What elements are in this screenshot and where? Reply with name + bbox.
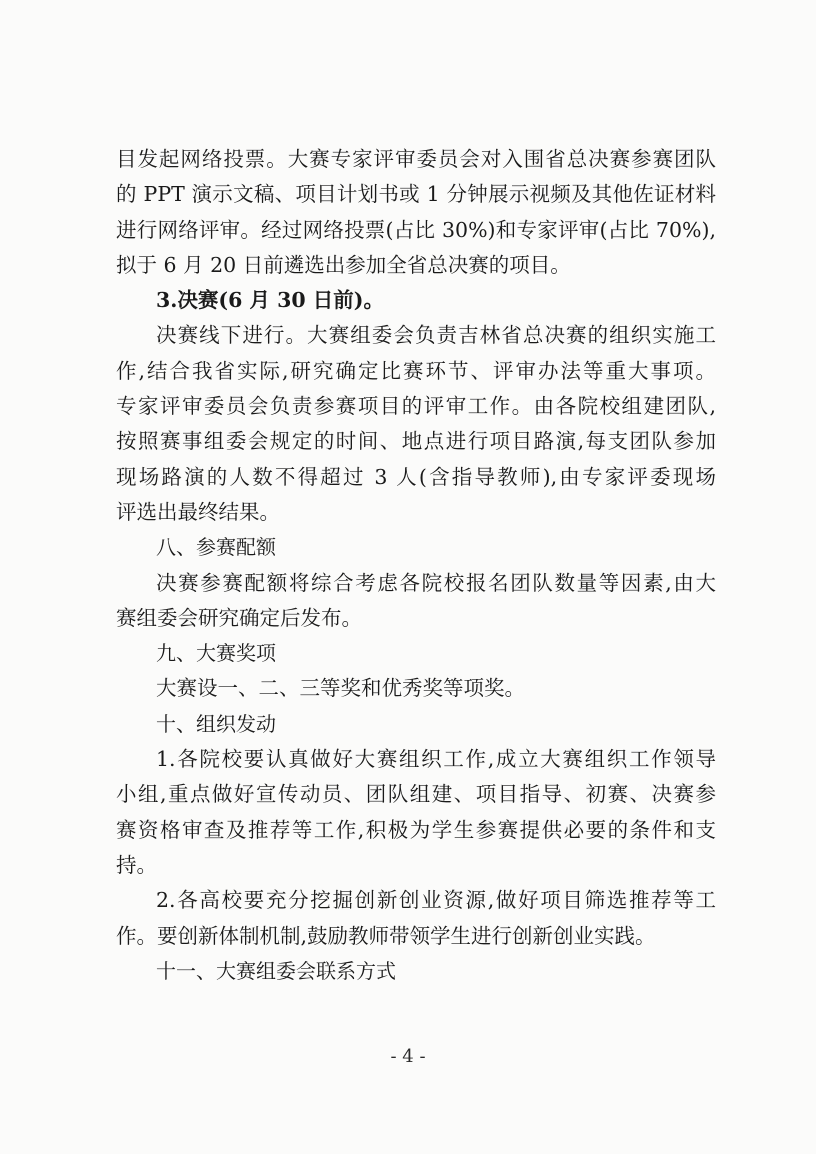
body-line: 1.各院校要认真做好大赛组织工作,成立大赛组织工作领导: [156, 747, 716, 772]
body-line: 进行网络评审。经过网络投票(占比 30%)和专家评审(占比 70%),: [116, 217, 716, 242]
body-line: 专家评审委员会负责参赛项目的评审工作。由各院校组建团队,: [116, 394, 716, 419]
body-line: 2.各高校要充分挖掘创新创业资源,做好项目筛选推荐等工: [156, 888, 716, 913]
body-line: 决赛参赛配额将综合考虑各院校报名团队数量等因素,由大: [156, 570, 716, 595]
section-heading-organization: 十、组织发动: [156, 711, 276, 736]
page-number: - 4 -: [390, 1046, 426, 1067]
body-line: 持。: [116, 852, 157, 877]
body-line: 的 PPT 演示文稿、项目计划书或 1 分钟展示视频及其他佐证材料: [116, 182, 716, 207]
body-line: 大赛设一、二、三等奖和优秀奖等项奖。: [156, 676, 525, 701]
subheading-final-round: 3.决赛(6 月 30 日前)。: [156, 288, 385, 313]
body-line: 按照赛事组委会规定的时间、地点进行项目路演,每支团队参加: [116, 429, 716, 454]
body-line: 目发起网络投票。大赛专家评审委员会对入围省总决赛参赛团队: [116, 147, 716, 171]
body-line: 作,结合我省实际,研究确定比赛环节、评审办法等重大事项。: [116, 358, 716, 383]
body-line: 赛组委会研究确定后发布。: [116, 605, 362, 630]
body-line: 作。要创新体制机制,鼓励教师带领学生进行创新创业实践。: [116, 923, 656, 948]
body-line: 小组,重点做好宣传动员、团队组建、项目指导、初赛、决赛参: [116, 782, 716, 807]
section-heading-awards: 九、大赛奖项: [156, 641, 276, 666]
section-heading-quota: 八、参赛配额: [156, 535, 276, 560]
document-body: [116, 142, 716, 989]
section-heading-contact: 十一、大赛组委会联系方式: [156, 958, 396, 983]
body-line: 拟于 6 月 20 日前遴选出参加全省总决赛的项目。: [116, 252, 571, 277]
body-line: 赛资格审查及推荐等工作,积极为学生参赛提供必要的条件和支: [116, 817, 716, 842]
body-line: 现场路演的人数不得超过 3 人(含指导教师),由专家评委现场: [116, 464, 716, 489]
body-line: 决赛线下进行。大赛组委会负责吉林省总决赛的组织实施工: [156, 323, 716, 348]
body-line: 评选出最终结果。: [116, 499, 280, 524]
